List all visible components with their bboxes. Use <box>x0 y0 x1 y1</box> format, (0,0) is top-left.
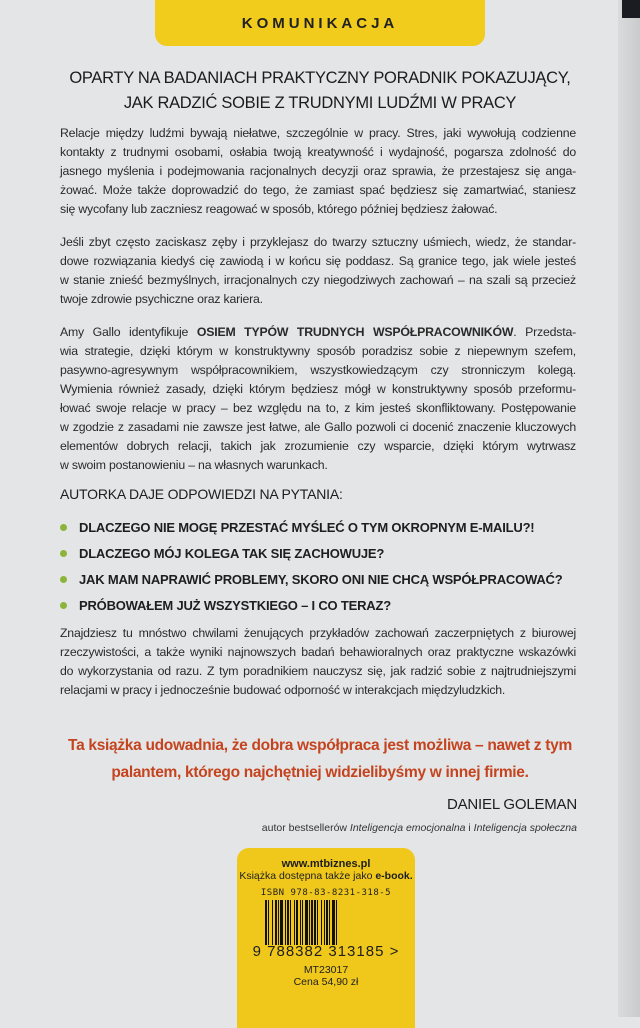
headline-line: OPARTY NA BADANIACH PRAKTYCZNY PORADNIK POKAZUJĄCY, <box>69 69 571 87</box>
background-corner <box>622 0 640 18</box>
question-item <box>60 514 562 540</box>
question-item <box>60 566 562 592</box>
emphasis: OSIEM TYPÓW TRUDNYCH WSPÓŁPRACOWNIKÓW <box>196 325 514 339</box>
paragraph-line: w swoim postanowieniu – na własnych warunkach. <box>60 458 328 472</box>
ebook-label: e-book. <box>375 870 413 882</box>
paragraph-line: żować. Może także doprowadzić do tego, że zamiast spać będziesz się zamartwiać, staniesz <box>60 183 576 197</box>
endorsement-quote <box>40 732 600 786</box>
price: Cena 54,90 zł <box>293 976 359 988</box>
question-text: DLACZEGO NIE MOGĘ PRZESTAĆ MYŚLEĆ O TYM OKROPNYM E-MAILU?! <box>79 519 535 535</box>
bullet-icon <box>60 550 67 557</box>
paragraph-line: twoje zdrowie psychiczne oraz kariera. <box>60 292 263 306</box>
question-text: DLACZEGO MÓJ KOLEGA TAK SIĘ ZACHOWUJE? <box>79 545 385 561</box>
questions-heading: AUTORKA DAJE ODPOWIEDZI NA PYTANIA: <box>60 486 343 502</box>
question-text: PRÓBOWAŁEM JUŻ WSZYSTKIEGO – I CO TERAZ? <box>79 597 391 613</box>
cover-edge <box>618 0 640 1017</box>
quote-line: palantem, którego najchętniej widzielibyśmy w innej firmie. <box>111 764 529 781</box>
bullet-icon <box>60 602 67 609</box>
questions-list <box>60 514 562 618</box>
paragraph-line: dowe rozwiązania kiedyś cię zawiodą i w końcu się poddasz. Są granice tego, jak wiele jesteś <box>60 254 576 268</box>
paragraph-line: w stanie znieść bezmyślnych, irracjonalnych czy niegodziwych zachowań – na szali są przecież <box>60 273 576 287</box>
credentials-prefix: autor bestsellerów <box>261 822 350 834</box>
quote-author-credentials <box>262 822 577 834</box>
ebook-availability <box>237 870 415 882</box>
paragraph-line: Relacje między ludźmi bywają niełatwe, szczególnie w pracy. Stres, jaki wywołują codzienne <box>60 126 576 140</box>
book-title: Inteligencja emocjonalna <box>349 822 466 834</box>
question-item <box>60 540 562 566</box>
publisher-box <box>237 848 415 1028</box>
question-text: JAK MAM NAPRAWIĆ PROBLEMY, SKORO ONI NIE CHCĄ WSPÓŁPRACOWAĆ? <box>79 571 563 587</box>
paragraph-line: jasnego myślenia i podejmowania racjonalnych decyzji oraz sprawia, że przestajesz się anga- <box>60 164 576 178</box>
paragraph-line: pasywno-agresywnym współpracownikiem, wszystkowiedzącym czy stronniczym kolegą. <box>60 363 576 377</box>
paragraph-line: rzeczywistości, a także wyniki najnowszych badań behawioralnych oraz praktyczne wskazówki <box>60 645 576 659</box>
paragraph-line: łować swoje relacje w pracy – bez względu na to, z kim jesteś skonfliktowany. Postępowanie <box>60 401 576 415</box>
paragraph-line: elementów dobrych relacji, takich jak zrozumienie czy wsparcie, dzięki którym wytrwasz <box>60 439 576 453</box>
availability-text: Książka dostępna także jako <box>239 870 376 882</box>
second-paragraph <box>60 233 576 309</box>
barcode-digits: 9 788382 313185 > <box>252 943 400 960</box>
paragraph-line: się wycofany lub zaczniesz reagować w sposób, którego później będziesz żałować. <box>60 202 498 216</box>
paragraph-line: w zgodzie z zasadami nie zawsze jest łatwe, ale Gallo pozwoli ci docenić znaczenie kluczowych <box>60 420 576 434</box>
publisher-url[interactable]: www.mtbiznes.pl <box>281 858 371 870</box>
headline <box>40 66 600 116</box>
barcode-icon <box>265 900 387 945</box>
book-title: Inteligencja społeczna <box>473 822 577 834</box>
closing-paragraph <box>60 624 576 700</box>
third-paragraph <box>60 323 576 475</box>
credentials-and: i <box>465 822 474 834</box>
category-tab <box>155 0 485 46</box>
isbn: ISBN 978-83-8231-318-5 <box>260 888 392 898</box>
category-label: KOMUNIKACJA <box>241 14 399 32</box>
paragraph-line: relacjami w pracy i jednocześnie budować odporność w interakcjach międzyludzkich. <box>60 683 506 697</box>
intro-paragraph <box>60 124 576 219</box>
paragraph-line: do wykorzystania od razu. Z tym poradnikiem nauczysz się, jak radzić sobie z najtrudniejszymi <box>60 664 576 678</box>
paragraph-line: Znajdziesz tu mnóstwo chwilami żenujących przykładów zachowań zaczerpniętych z biurowej <box>60 626 576 640</box>
quote-line: Ta książka udowadnia, że dobra współpraca jest możliwa – nawet z tym <box>68 737 572 754</box>
paragraph-line: Wymienia również zasady, dzięki którym będziesz mógł w konstruktywny sposób przeformu- <box>60 382 576 396</box>
bullet-icon <box>60 576 67 583</box>
barcode-bar <box>337 900 339 945</box>
headline-line: JAK RADZIĆ SOBIE Z TRUDNYMI LUDŹMI W PRACY <box>123 94 517 112</box>
quote-author: DANIEL GOLEMAN <box>446 796 577 813</box>
question-item <box>60 592 562 618</box>
paragraph-line: Amy Gallo identyfikuje OSIEM TYPÓW TRUDNYCH WSPÓŁPRACOWNIKÓW. Przedsta- <box>60 325 576 339</box>
paragraph-line: Jeśli zbyt często zaciskasz zęby i przyklejasz do twarzy sztuczny uśmiech, wiedz, że standar- <box>60 235 576 249</box>
product-code: MT23017 <box>303 964 349 976</box>
bullet-icon <box>60 524 67 531</box>
paragraph-line: wia strategie, dzięki którym w konstruktywny sposób poradzisz sobie z niepewnym szefem, <box>60 344 576 358</box>
paragraph-line: kontakty z trudnymi osobami, osłabia twoją kreatywność i wydajność, pogarsza zdolność do <box>60 145 576 159</box>
